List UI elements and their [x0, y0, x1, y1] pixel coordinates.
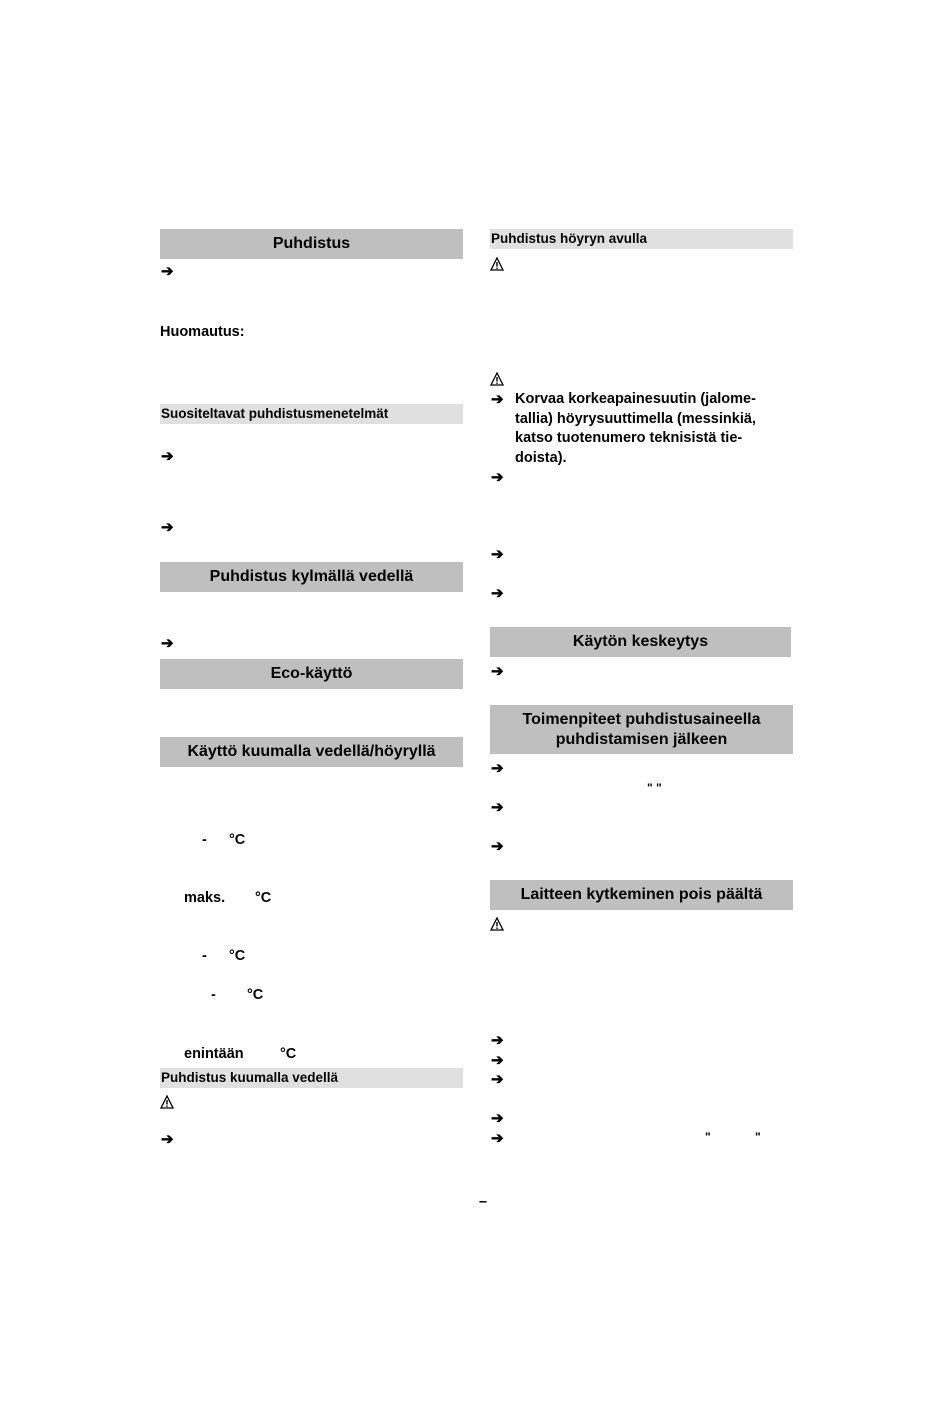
heading-suositeltavat: Suositeltavat puhdistusmenetelmät [160, 404, 463, 424]
heading-eco [160, 659, 463, 689]
temp-unit: °C [229, 832, 246, 848]
temp-dash: - [211, 987, 216, 1003]
arrow-icon: ➔ [491, 1110, 504, 1127]
arrow-icon: ➔ [161, 448, 174, 465]
heading-text: Käytön keskeytys [572, 633, 709, 650]
temp-unit: °C [247, 987, 264, 1003]
arrow-icon: ➔ [491, 585, 504, 602]
warning-triangle-icon [490, 917, 504, 931]
heading-kuumalla-vedella: Puhdistus kuumalla vedellä [160, 1068, 463, 1088]
heading-text-line1: Toimenpiteet puhdistusaineella [522, 710, 761, 728]
arrow-icon: ➔ [491, 838, 504, 855]
heading-text-line2: puhdistamisen jälkeen [555, 730, 728, 748]
arrow-icon: ➔ [491, 391, 504, 408]
quote-mark: " [755, 1130, 761, 1144]
arrow-icon: ➔ [491, 1052, 504, 1069]
temp-prefix: enintään [184, 1046, 244, 1062]
arrow-icon: ➔ [491, 799, 504, 816]
temp-dash: - [202, 832, 207, 848]
arrow-icon: ➔ [491, 469, 504, 486]
heading-laitteen [490, 880, 793, 910]
arrow-icon: ➔ [491, 546, 504, 563]
temp-unit: °C [255, 890, 272, 906]
warning-triangle-icon [160, 1095, 174, 1109]
quote-marks: " " [647, 781, 662, 795]
warning-triangle-icon [490, 372, 504, 386]
heading-text: Puhdistus kylmällä vedellä [209, 568, 414, 585]
quote-mark: " [705, 1130, 711, 1144]
heading-kylmalla [160, 562, 463, 592]
heading-keskeytys [490, 627, 791, 657]
arrow-icon: ➔ [491, 1071, 504, 1088]
arrow-icon: ➔ [161, 1131, 174, 1148]
arrow-icon: ➔ [491, 1130, 504, 1147]
heading-text: Eco-käyttö [270, 665, 353, 682]
korvaa-paragraph: Korvaa korkeapainesuutin (jalome-tallia) höyrysuuttimella (messinkiä, katso tuotenumero teknisistä tie-doista). [515, 391, 756, 466]
heading-puhdistus [160, 229, 463, 259]
arrow-icon: ➔ [161, 263, 174, 280]
arrow-icon: ➔ [491, 663, 504, 680]
arrow-icon: ➔ [161, 635, 174, 652]
heading-kuumalla-hoyrylla [160, 737, 463, 767]
huomautus-label: Huomautus: [160, 324, 245, 340]
heading-toimenpiteet [490, 705, 793, 754]
warning-triangle-icon [490, 257, 504, 271]
arrow-icon: ➔ [491, 1032, 504, 1049]
temp-dash: - [202, 948, 207, 964]
temp-unit: °C [229, 948, 246, 964]
page-number: – [479, 1194, 488, 1210]
heading-hoyryn: Puhdistus höyryn avulla [490, 229, 793, 249]
temp-prefix: maks. [184, 890, 226, 906]
heading-text: Puhdistus [272, 235, 351, 252]
heading-text: Laitteen kytkeminen pois päältä [520, 886, 763, 903]
heading-text: Käyttö kuumalla vedellä/höyryllä [187, 743, 436, 760]
arrow-icon: ➔ [161, 519, 174, 536]
temp-unit: °C [280, 1046, 297, 1062]
arrow-icon: ➔ [491, 760, 504, 777]
